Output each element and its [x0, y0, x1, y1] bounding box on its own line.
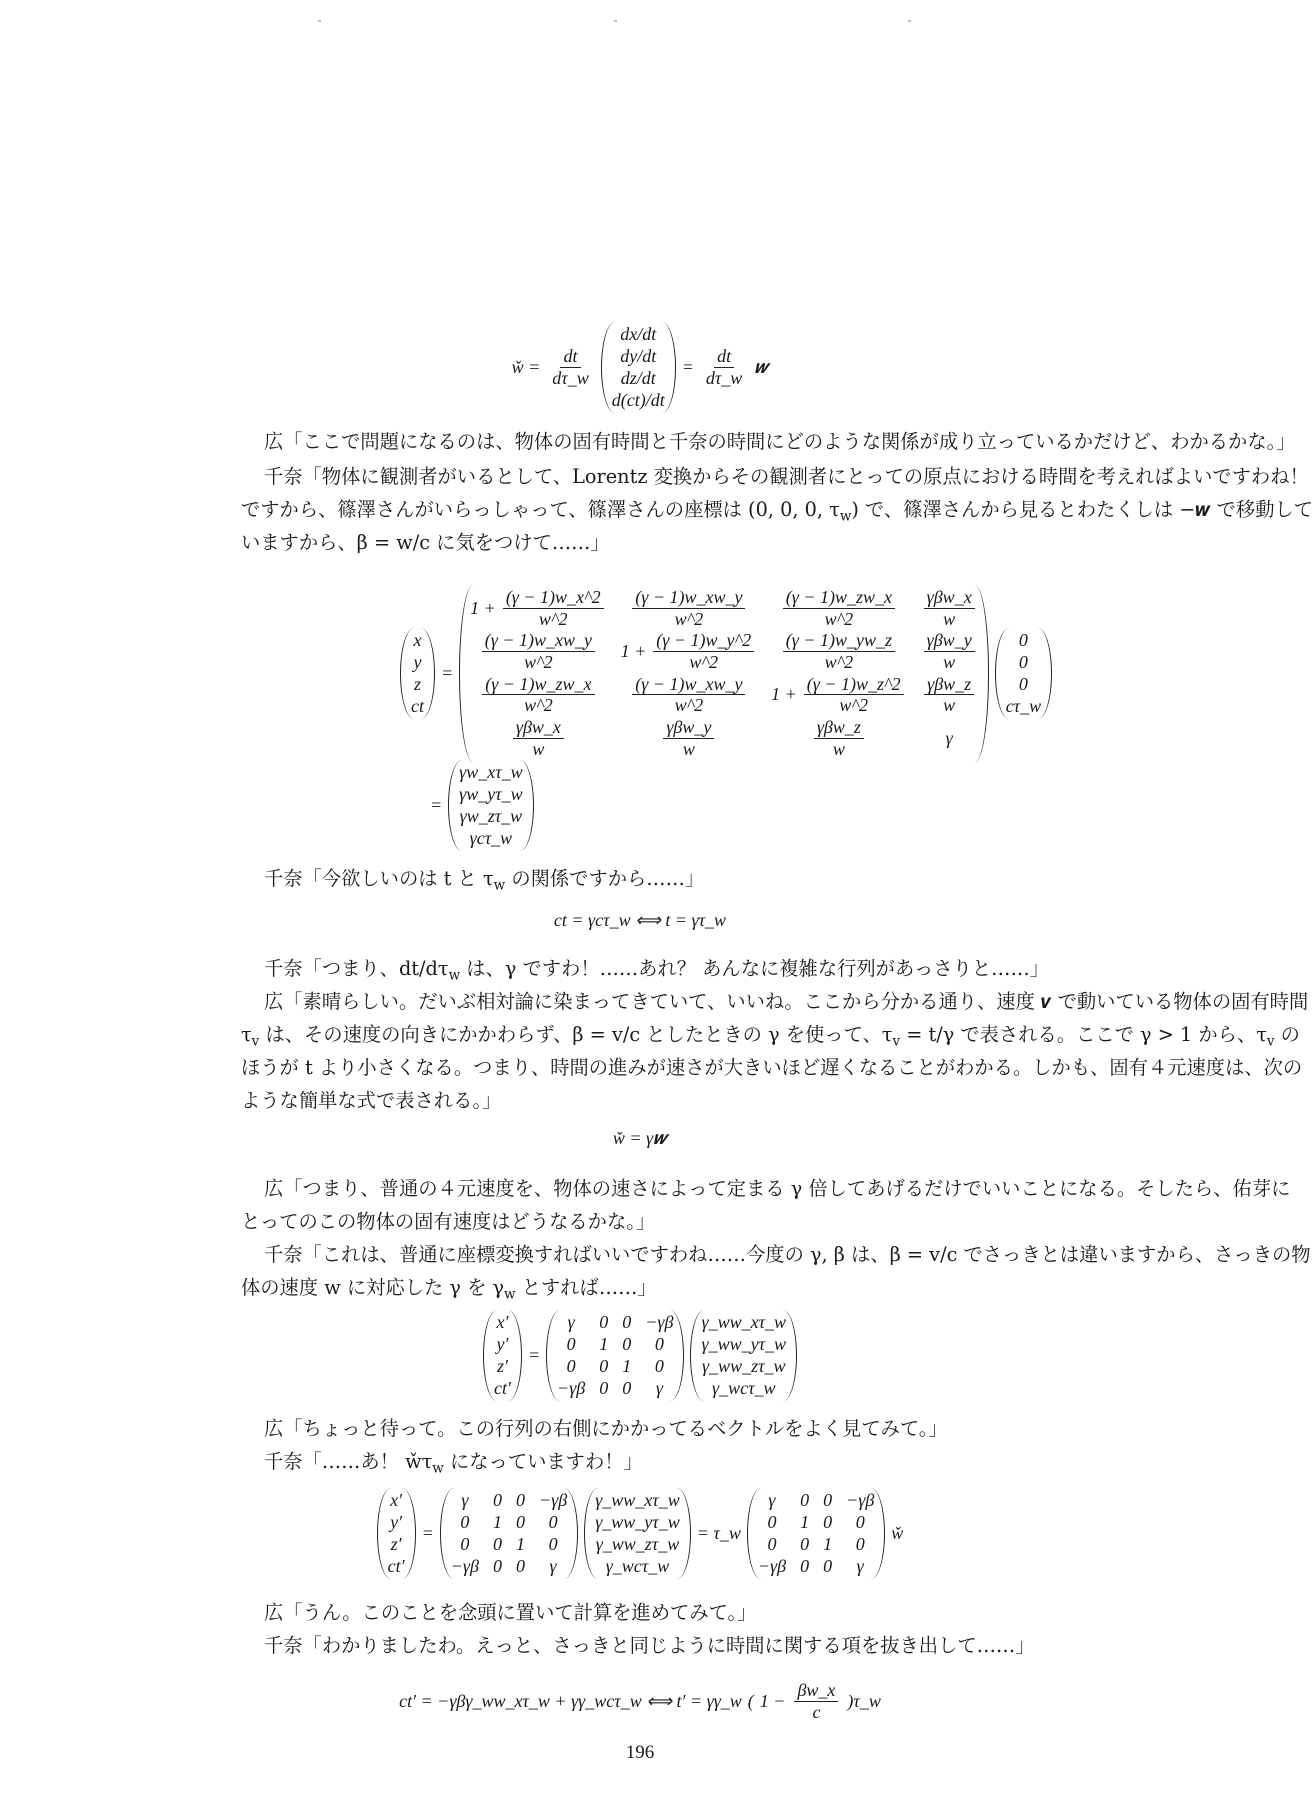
matrix — [483, 1310, 522, 1401]
math-term: 1 − — [759, 1690, 786, 1711]
math-term: 0 — [492, 1534, 502, 1554]
math-term: 0 — [548, 1512, 558, 1532]
numerator: (γ − 1)w_xw_y — [632, 674, 745, 696]
denominator: w^2 — [839, 695, 868, 716]
math-term: γ_wcτ_w — [711, 1378, 776, 1398]
dialogue-line: 千奈「わかりましたわ。えっと、さっきと同じように時間に関する項を抜き出して……」 — [264, 1634, 1035, 1657]
math-term: 0 — [823, 1512, 833, 1532]
denominator: w^2 — [824, 608, 854, 629]
matrix — [995, 628, 1052, 719]
matrix-entry — [921, 630, 978, 672]
math-term: 0 — [855, 1534, 865, 1554]
math-term: 1 — [823, 1534, 833, 1554]
matrix-entry — [700, 346, 748, 388]
numerator: dt — [714, 346, 734, 368]
math-term: 0 — [800, 1534, 810, 1554]
dialogue-line: ですから、篠澤さんがいらっしゃって、篠澤さんの座標は (0, 0, 0, $\tau_w$) で、篠澤さんから見るとわたくしは −𝒘 で移動して — [241, 498, 1313, 525]
math-term: −γβ — [846, 1490, 875, 1510]
scan-speck — [614, 20, 617, 22]
fraction — [924, 674, 974, 716]
math-term: = — [681, 357, 694, 377]
math-term: γ — [655, 1378, 663, 1398]
math-term: 0 — [1018, 629, 1028, 650]
math-term: w̌ — [891, 1523, 904, 1543]
dialogue-line: 千奈「物体に観測者がいるとして、Lorentz 変換からその観測者にとっての原点における時間を考えればよいですわね！ — [264, 465, 1309, 488]
math-term: −γβ — [757, 1556, 787, 1576]
fraction — [794, 1680, 838, 1722]
denominator: w — [943, 608, 956, 629]
numerator: γβw_y — [663, 717, 714, 739]
equation-time-relation — [0, 910, 1280, 931]
numerator: βw_x — [794, 1680, 838, 1702]
math-term: ct = γcτ_w ⟺ t = γτ_w — [553, 910, 727, 930]
matrix-entry — [479, 674, 597, 716]
math-term: 0 — [622, 1312, 632, 1332]
math-term: 0 — [622, 1334, 632, 1354]
dialogue-line: ほうが t より小さくなる。つまり、時間の進みが速さが大きいほど遅くなることがわかる。しかも、固有４元速度は、次の — [241, 1056, 1303, 1079]
fraction — [632, 674, 745, 716]
math-term: γw_zτ_w — [459, 806, 523, 826]
denominator: dτ_w — [705, 368, 743, 388]
numerator: γβw_z — [924, 674, 974, 696]
matrix — [690, 1310, 797, 1401]
math-term: 0 — [515, 1490, 525, 1510]
matrix-entry — [629, 674, 748, 716]
math-term: γ_ww_yτ_w — [701, 1334, 787, 1354]
denominator: w^2 — [538, 608, 568, 629]
matrix — [747, 1488, 885, 1579]
denominator: w^2 — [674, 695, 704, 716]
matrix-entry — [660, 717, 717, 759]
math-term: 1 — [515, 1534, 525, 1554]
math-term: 0 — [823, 1556, 833, 1576]
math-term: = — [430, 795, 443, 815]
page-number: 196 — [625, 1742, 655, 1763]
equation-gamma-w — [0, 1128, 1280, 1149]
math-term: z — [413, 673, 421, 694]
numerator: γβw_x — [924, 587, 975, 609]
fraction — [783, 587, 895, 629]
math-term: dx/dt — [620, 324, 657, 344]
math-term: dz/dt — [620, 368, 656, 388]
math-term: 0 — [767, 1534, 777, 1554]
fraction — [482, 674, 594, 716]
matrix-entry — [510, 717, 567, 759]
math-term: 0 — [566, 1356, 576, 1376]
math-term: 0 — [460, 1512, 470, 1532]
matrix-entry — [791, 1680, 841, 1722]
math-term: w̌ = γ𝒘 — [612, 1128, 668, 1148]
denominator: w^2 — [524, 652, 553, 673]
fraction — [783, 630, 895, 672]
math-term: 1 + — [771, 684, 797, 705]
matrix-entry — [780, 587, 898, 629]
matrix-entry — [621, 630, 757, 672]
fraction — [924, 587, 975, 629]
fraction — [549, 346, 591, 388]
math-term: γ — [461, 1490, 469, 1510]
math-term: 0 — [823, 1490, 833, 1510]
matrix — [584, 1488, 691, 1579]
dialogue-line: 千奈「つまり、$dt/d\tau_w$ は、γ ですわ！……あれ？ あんなに複雑な行列があっさりと……」 — [264, 957, 1050, 984]
math-term: γ — [856, 1556, 864, 1576]
math-term: 1 — [800, 1512, 810, 1532]
equation-boost-factored — [0, 1488, 1280, 1579]
matrix — [459, 585, 989, 762]
equation-result-vector — [430, 760, 1280, 851]
equation-time-dilation — [0, 1680, 1280, 1722]
matrix-entry — [771, 674, 907, 716]
math-term: −γβ — [557, 1378, 586, 1398]
matrix — [448, 760, 534, 851]
math-term: 0 — [1018, 651, 1028, 672]
numerator: (γ − 1)w_z^2 — [804, 674, 904, 696]
math-term: ct′ — [387, 1556, 405, 1576]
fraction — [653, 630, 754, 672]
math-term: 0 — [800, 1490, 810, 1510]
math-term: )τ_w — [847, 1690, 881, 1711]
math-term: γw_yτ_w — [459, 784, 523, 804]
math-term: 1 — [599, 1334, 609, 1354]
math-term: = τ_w — [696, 1523, 741, 1543]
matrix-entry — [546, 346, 594, 388]
dialogue-line: 千奈「……あ！ $w̌\tau_w$ になっていますわ！」 — [264, 1450, 643, 1477]
numerator: γβw_y — [924, 630, 975, 652]
math-term: cτ_w — [1005, 695, 1042, 716]
fraction — [482, 630, 595, 672]
math-term: dy/dt — [620, 346, 657, 366]
numerator: (γ − 1)w_y^2 — [653, 630, 754, 652]
math-term: γ — [945, 727, 953, 748]
math-term: γ_wcτ_w — [605, 1556, 670, 1576]
dialogue-line: 千奈「これは、普通に座標変換すればいいですわね……今度の γ, β は、β = v/c でさっきとは違いますから、さっきの物 — [264, 1243, 1311, 1266]
math-term: γ — [549, 1556, 557, 1576]
matrix — [400, 628, 435, 719]
fraction — [503, 587, 604, 629]
math-term: 0 — [492, 1490, 502, 1510]
math-term: 0 — [654, 1356, 664, 1376]
scan-speck — [318, 20, 321, 22]
equation-boost — [0, 1310, 1280, 1401]
dialogue-line: ような簡単な式で表される。」 — [241, 1089, 502, 1112]
dialogue-line: 広「つまり、普通の４元速度を、物体の速さによって定まる γ 倍してあげるだけでいいことになる。そしたら、佑芽に — [264, 1177, 1291, 1200]
denominator: w — [532, 738, 545, 759]
math-term: 0 — [800, 1556, 810, 1576]
numerator: (γ − 1)w_yw_z — [783, 630, 895, 652]
math-term: d(ct)/dt — [611, 390, 665, 410]
math-term: γw_xτ_w — [459, 762, 523, 782]
math-term: γ — [768, 1490, 776, 1510]
math-term: y — [413, 651, 422, 672]
math-term: 0 — [599, 1312, 609, 1332]
matrix — [546, 1310, 684, 1401]
denominator: w — [682, 738, 695, 759]
math-term: w̌ = — [511, 357, 541, 377]
math-term: 0 — [622, 1378, 632, 1398]
denominator: w — [832, 738, 845, 759]
math-term: γ_ww_yτ_w — [595, 1512, 680, 1532]
fraction — [814, 717, 864, 759]
matrix — [440, 1488, 578, 1579]
math-term: 0 — [515, 1512, 525, 1532]
math-term: 0 — [460, 1534, 470, 1554]
math-term: γ_ww_zτ_w — [701, 1356, 786, 1376]
math-term: 0 — [548, 1534, 558, 1554]
math-term: γcτ_w — [469, 828, 513, 848]
denominator: dτ_w — [552, 368, 589, 388]
math-term: 1 + — [620, 641, 647, 662]
equation-lorentz-matrix — [400, 585, 1280, 762]
scan-speck — [908, 20, 911, 22]
math-term: ( — [747, 1690, 754, 1711]
numerator: (γ − 1)w_zw_x — [482, 674, 594, 696]
math-term: γ_ww_zτ_w — [595, 1534, 680, 1554]
math-term: 0 — [566, 1334, 576, 1354]
denominator: w — [943, 695, 956, 716]
math-term: 0 — [515, 1556, 525, 1576]
math-term: = — [441, 662, 454, 683]
fraction — [703, 346, 745, 388]
matrix-entry — [921, 674, 977, 716]
dialogue-line: 広「ちょっと待って。この行列の右側にかかってるベクトルをよく見てみて。」 — [264, 1417, 948, 1440]
dialogue-line: いますから、β = w/c に気をつけて……」 — [241, 531, 610, 554]
math-term: ct′ — [493, 1378, 511, 1398]
math-term: γ_ww_xτ_w — [595, 1490, 680, 1510]
denominator: w^2 — [824, 652, 854, 673]
math-term: 0 — [855, 1512, 865, 1532]
math-term: z′ — [496, 1356, 508, 1376]
dialogue-line: 広「素晴らしい。だいぶ相対論に染まってきていて、いいね。ここから分かる通り、速度 𝒗 で動いている物体の固有時間 — [264, 990, 1309, 1013]
matrix — [377, 1488, 416, 1579]
math-term: y′ — [390, 1512, 403, 1532]
matrix-entry — [811, 717, 867, 759]
math-term: 𝒘 — [754, 357, 769, 377]
fraction — [804, 674, 904, 716]
equation-proper-velocity — [0, 322, 1280, 413]
denominator: c — [812, 1701, 821, 1722]
numerator: γβw_x — [513, 717, 564, 739]
dialogue-line: とってのこの物体の固有速度はどうなるかな。」 — [241, 1210, 656, 1233]
math-term: ct — [411, 695, 424, 716]
dialogue-line: 広「ここで問題になるのは、物体の固有時間と千奈の時間にどのような関係が成り立っているかだけど、わかるかな。」 — [264, 430, 1296, 453]
math-term: 0 — [1018, 673, 1028, 694]
numerator: dt — [560, 346, 580, 368]
denominator: w^2 — [674, 608, 704, 629]
math-term: 0 — [654, 1334, 664, 1354]
numerator: (γ − 1)w_xw_y — [632, 587, 745, 609]
numerator: (γ − 1)w_zw_x — [783, 587, 895, 609]
fraction — [632, 587, 745, 629]
math-term: 1 + — [470, 597, 496, 618]
fraction — [513, 717, 564, 759]
numerator: γβw_z — [814, 717, 864, 739]
fraction — [663, 717, 714, 759]
denominator: w^2 — [689, 652, 719, 673]
math-term: −γβ — [538, 1490, 568, 1510]
dialogue-line: $\tau_v$ は、その速度の向きにかかわらず、β = v/c としたときの γ を使って、$\tau_v = t/\gamma$ で表される。ここで γ > 1 から、$\tau_v$ の — [241, 1023, 1300, 1050]
matrix-entry — [470, 587, 606, 629]
math-term: 0 — [599, 1378, 609, 1398]
math-term: γ — [567, 1312, 575, 1332]
math-term: ct′ = −γβγ_ww_xτ_w + γγ_wcτ_w ⟺ t′ = γγ_w — [399, 1690, 742, 1711]
math-term: x′ — [496, 1312, 509, 1332]
dialogue-line: 体の速度 w に対応した γ を $\gamma_w$ とすれば……」 — [241, 1276, 657, 1303]
numerator: (γ − 1)w_x^2 — [503, 587, 604, 609]
math-term: 0 — [492, 1556, 502, 1576]
math-term: 0 — [767, 1512, 777, 1532]
matrix-entry — [780, 630, 898, 672]
matrix-entry — [479, 630, 598, 672]
fraction — [924, 630, 975, 672]
math-term: = — [527, 1345, 541, 1365]
math-term: y′ — [496, 1334, 509, 1354]
matrix-entry — [629, 587, 748, 629]
math-term: γ_ww_xτ_w — [701, 1312, 787, 1332]
math-term: −γβ — [645, 1312, 674, 1332]
matrix — [601, 322, 676, 413]
math-term: = — [421, 1523, 434, 1543]
matrix-entry — [921, 587, 978, 629]
math-term: 1 — [622, 1356, 632, 1376]
math-term: 1 — [492, 1512, 502, 1532]
math-term: −γβ — [450, 1556, 479, 1576]
math-term: 0 — [599, 1356, 609, 1376]
dialogue-line: 広「うん。このことを念頭に置いて計算を進めてみて。」 — [264, 1601, 757, 1624]
numerator: (γ − 1)w_xw_y — [482, 630, 595, 652]
math-term: x′ — [390, 1490, 403, 1510]
denominator: w^2 — [524, 695, 553, 716]
denominator: w — [943, 652, 956, 673]
math-term: x — [413, 629, 422, 650]
dialogue-line: 千奈「今欲しいのは t と $\tau_w$ の関係ですから……」 — [264, 867, 705, 894]
math-term: z′ — [390, 1534, 402, 1554]
